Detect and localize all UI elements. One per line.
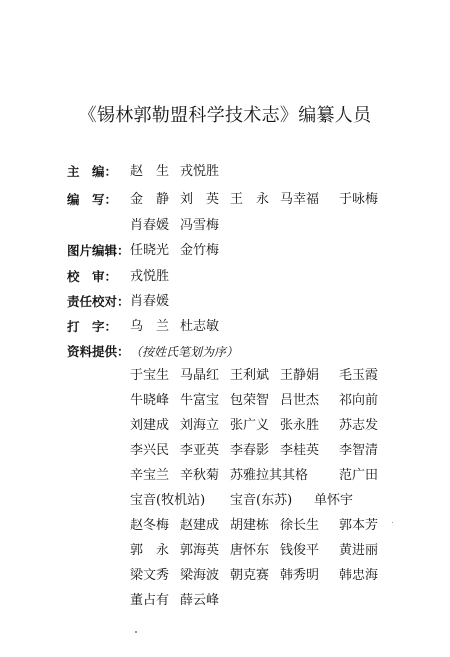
- person-name: 乌 兰: [130, 319, 170, 334]
- person-name: 任晓光: [130, 243, 170, 258]
- scan-speck: [392, 522, 393, 523]
- person-name: 刘 英: [180, 192, 220, 207]
- credit-label: 编 写：: [67, 192, 118, 207]
- person-name: 梁海波: [180, 568, 220, 583]
- person-name: 金 静: [130, 192, 170, 207]
- person-name: 赵建成: [180, 518, 220, 533]
- person-name: 李春影: [230, 443, 270, 458]
- person-name: 辛秋菊: [180, 468, 220, 483]
- person-name: 李智清: [339, 443, 379, 458]
- person-name: 王 永: [230, 192, 270, 207]
- person-name: 牛晓峰: [130, 393, 170, 408]
- person-name: 戎悦胜: [180, 164, 220, 179]
- person-name: 金竹梅: [180, 243, 220, 258]
- person-name: 钱俊平: [280, 543, 320, 558]
- person-name: 杜志敏: [180, 319, 220, 334]
- credit-label: 校 审：: [67, 269, 118, 284]
- person-name: 徐长生: [280, 518, 320, 533]
- credit-label: 主 编：: [67, 164, 118, 179]
- person-name: 李亚英: [180, 443, 220, 458]
- person-name: 包荣智: [230, 393, 270, 408]
- person-name: 朝克赛: [230, 568, 270, 583]
- person-name: 范广田: [339, 468, 379, 483]
- scan-speck: [135, 631, 137, 633]
- person-name: 冯雪梅: [180, 218, 220, 233]
- person-name: 薛云峰: [180, 593, 220, 608]
- person-name: 肖春媛: [130, 294, 170, 309]
- person-name: 董占有: [130, 593, 170, 608]
- page-title: 《锡林郭勒盟科学技术志》编纂人员: [78, 105, 372, 126]
- credit-label: 图片编辑：: [67, 243, 130, 258]
- person-name: 牛富宝: [180, 393, 220, 408]
- person-name: 郭 永: [130, 543, 170, 558]
- person-name: 于宝生: [130, 368, 170, 383]
- credit-label: 责任校对：: [67, 294, 130, 309]
- person-name: 毛玉霞: [339, 368, 379, 383]
- person-name: 宝音(东苏): [230, 493, 293, 508]
- person-name: 唐怀东: [230, 543, 270, 558]
- person-name: 苏志发: [339, 418, 379, 433]
- person-name: 戎悦胜: [130, 269, 170, 284]
- person-name: 吕世杰: [280, 393, 320, 408]
- person-name: 李桂英: [280, 443, 320, 458]
- person-name: 赵 生: [130, 164, 170, 179]
- person-name: 肖春媛: [130, 218, 170, 233]
- person-name: 单怀宇: [314, 493, 354, 508]
- person-name: 马幸福: [280, 192, 320, 207]
- person-name: 王利斌: [230, 368, 270, 383]
- person-name: 黄进丽: [339, 543, 379, 558]
- person-name: 宝音(牧机站): [130, 493, 206, 508]
- person-name: 马晶红: [180, 368, 220, 383]
- person-name: 祁向前: [339, 393, 379, 408]
- person-name: 刘海立: [180, 418, 220, 433]
- person-name: 韩秀明: [280, 568, 320, 583]
- person-name: 刘建成: [130, 418, 170, 433]
- person-name: 李兴民: [130, 443, 170, 458]
- person-name: 苏雅拉其其格: [230, 468, 309, 483]
- person-name: 张永胜: [280, 418, 320, 433]
- ordering-note: （按姓氏笔划为序）: [130, 345, 239, 359]
- person-name: 韩忠海: [339, 568, 379, 583]
- person-name: 郭本芳: [339, 518, 379, 533]
- person-name: 梁文秀: [130, 568, 170, 583]
- person-name: 于咏梅: [339, 192, 379, 207]
- credit-label: 资料提供：: [67, 344, 130, 359]
- person-name: 赵冬梅: [130, 518, 170, 533]
- person-name: 郭海英: [180, 543, 220, 558]
- person-name: 张广义: [230, 418, 270, 433]
- person-name: 胡建栋: [230, 518, 270, 533]
- credit-label: 打 字：: [67, 319, 118, 334]
- person-name: 王静娟: [280, 368, 320, 383]
- person-name: 辛宝兰: [130, 468, 170, 483]
